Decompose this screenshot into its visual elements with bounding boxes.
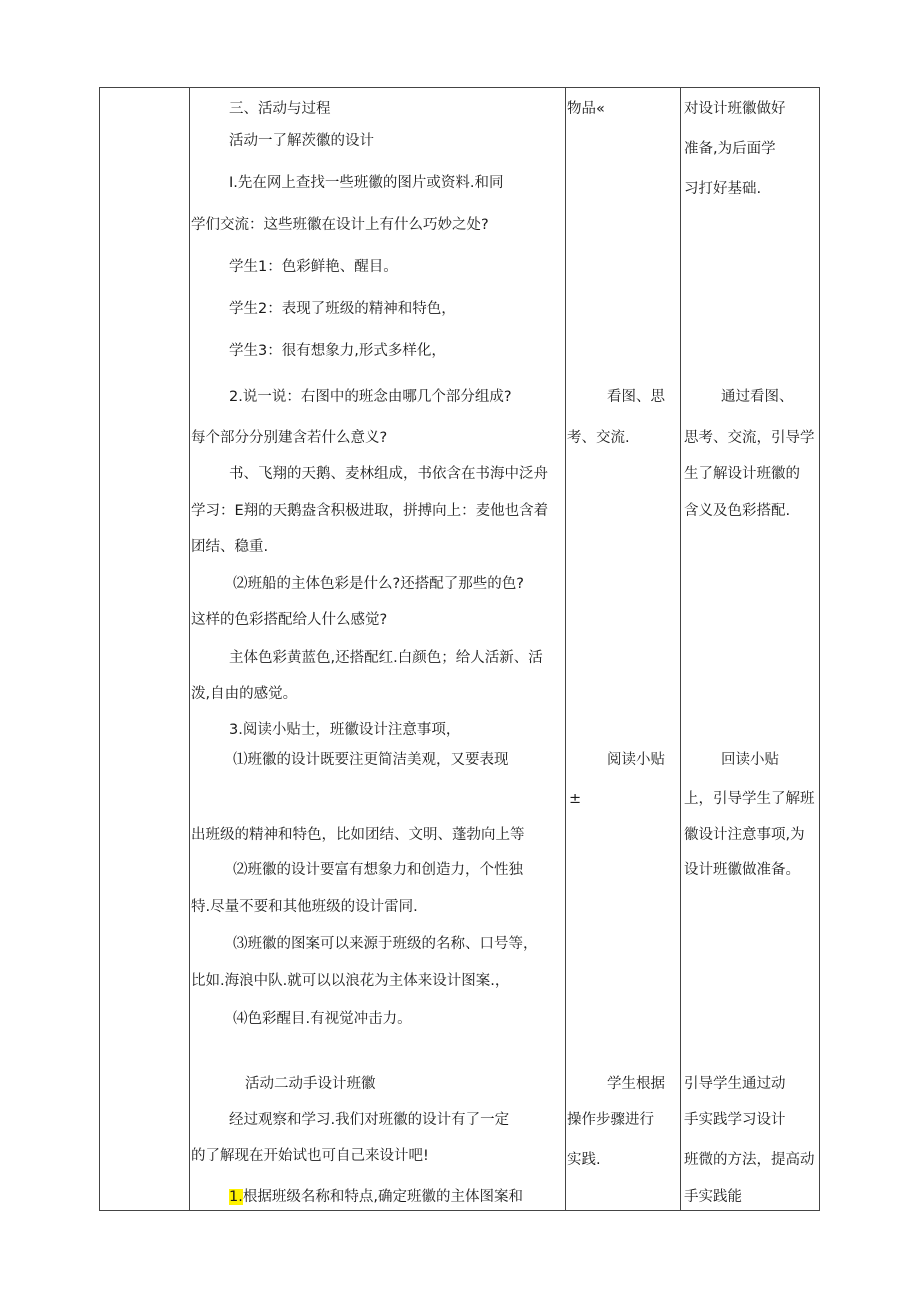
tip-1-text: ⑴班徽的设计既要注更简洁美观，又要表现 bbox=[233, 752, 509, 768]
highlighted-step-number: 1. bbox=[229, 1189, 243, 1205]
step-2-text: 2.说一说：右图中的班念由哪几个部分组成? bbox=[229, 389, 512, 405]
student-activity-d1: 学生根据 bbox=[607, 1076, 665, 1092]
intent-a3: 习打好基础. bbox=[684, 181, 762, 197]
activity-two-title: 活动二动手设计班徽 bbox=[245, 1076, 376, 1092]
tip-2-text: ⑵班徽的设计要富有想象力和创造力，个性独 bbox=[233, 862, 523, 878]
intent-d2: 手实践学习设计 bbox=[684, 1112, 786, 1128]
intent-a1: 对设计班徽做好 bbox=[684, 101, 786, 117]
intent-c1: 回读小贴 bbox=[721, 752, 779, 768]
column-divider-2 bbox=[565, 87, 566, 1211]
student-activity-c2: ± bbox=[569, 791, 582, 807]
question-2-text: ⑵班船的主体色彩是什么?还搭配了那些的色? bbox=[233, 576, 524, 592]
intent-a2: 准备,为后面学 bbox=[684, 141, 776, 157]
activity-two-step-1 bbox=[229, 1187, 523, 1207]
intent-b1: 通过看图、 bbox=[721, 389, 794, 405]
color-answer-cont: 泼,自由的感觉。 bbox=[191, 686, 298, 702]
color-answer: 主体色彩黄蓝色,还搭配红.白颜色；给人活新、活 bbox=[229, 650, 543, 666]
activity-two-intro-cont: 的了解现在开始试也可自己来设计吧! bbox=[191, 1148, 429, 1164]
tip-2-text-cont: 特.尽量不要和其他班级的设计雷同. bbox=[191, 899, 418, 915]
answer-paragraph-end: 团结、稳重. bbox=[191, 539, 269, 555]
intent-c3: 徽设计注意事项,为 bbox=[684, 827, 805, 843]
student-answer-2: 学生2：表现了班级的精神和特色， bbox=[229, 301, 456, 317]
student-activity-b2: 考、交流. bbox=[567, 430, 630, 446]
section-heading: 三、活动与过程 bbox=[229, 101, 331, 117]
step-3-text: 3.阅读小贴士，班徽设计注意事项， bbox=[229, 722, 461, 738]
activity-two-step-1-text: 根据班级名称和特点,确定班徽的主体图案和 bbox=[242, 1189, 523, 1205]
intent-b3: 生了解设计班徽的 bbox=[684, 466, 800, 482]
intent-b4: 含义及色彩搭配. bbox=[684, 503, 791, 519]
step-2-text-cont: 每个部分分别建含若什么意义? bbox=[191, 430, 388, 446]
intent-c2: 上，引导学生了解班 bbox=[684, 791, 815, 807]
intent-d1: 引导学生通过动 bbox=[684, 1076, 786, 1092]
tip-4-text: ⑷色彩醒目.有视觉冲击力。 bbox=[233, 1011, 412, 1027]
step-1-text-cont: 学们交流：这些班徽在设计上有什么巧妙之处? bbox=[191, 217, 489, 233]
answer-paragraph: 书、飞翔的天鹅、麦林组成，书依含在书海中泛舟 bbox=[229, 466, 548, 482]
intent-c4: 设计班徽做准备。 bbox=[684, 862, 800, 878]
intent-d3: 班微的方法，提高动 bbox=[684, 1152, 815, 1168]
column-divider-1 bbox=[189, 87, 190, 1211]
student-activity-c1: 阅读小贴 bbox=[607, 752, 665, 768]
tip-3-text: ⑶班徽的图案可以来源于班级的名称、口号等， bbox=[233, 936, 538, 952]
activity-one-title: 活动一了解茨徽的设计 bbox=[229, 133, 374, 149]
intent-d4: 手实践能 bbox=[684, 1189, 742, 1205]
question-2-text-cont: 这样的色彩搭配给人什么感觉? bbox=[191, 612, 388, 628]
student-activity-a1: 物品« bbox=[567, 101, 605, 117]
step-1-text: I.先在网上查找一些班徽的图片或资料.和同 bbox=[229, 175, 504, 191]
student-answer-3: 学生3：很有想象力,形式多样化， bbox=[229, 343, 446, 359]
student-activity-d2: 操作步骤进行 bbox=[567, 1112, 654, 1128]
student-activity-b1: 看图、思 bbox=[607, 389, 665, 405]
student-answer-1: 学生1：色彩鲜艳、醒目。 bbox=[229, 259, 398, 275]
tip-3-text-cont: 比如.海浪中队.就可以以浪花为主体来设计图案.， bbox=[191, 973, 510, 989]
student-activity-d3: 实践. bbox=[567, 1152, 601, 1168]
activity-two-intro: 经过观察和学习.我们对班徽的设计有了一定 bbox=[229, 1112, 510, 1128]
column-divider-3 bbox=[680, 87, 681, 1211]
answer-paragraph-cont: 学习：E翔的天鹅盎含积极进取，拼搏向上：麦他也含着 bbox=[191, 503, 549, 519]
tip-1-text-cont: 出班级的精神和特色，比如团结、文明、蓬勃向上等 bbox=[191, 827, 525, 843]
intent-b2: 思考、交流，引导学 bbox=[684, 430, 815, 446]
